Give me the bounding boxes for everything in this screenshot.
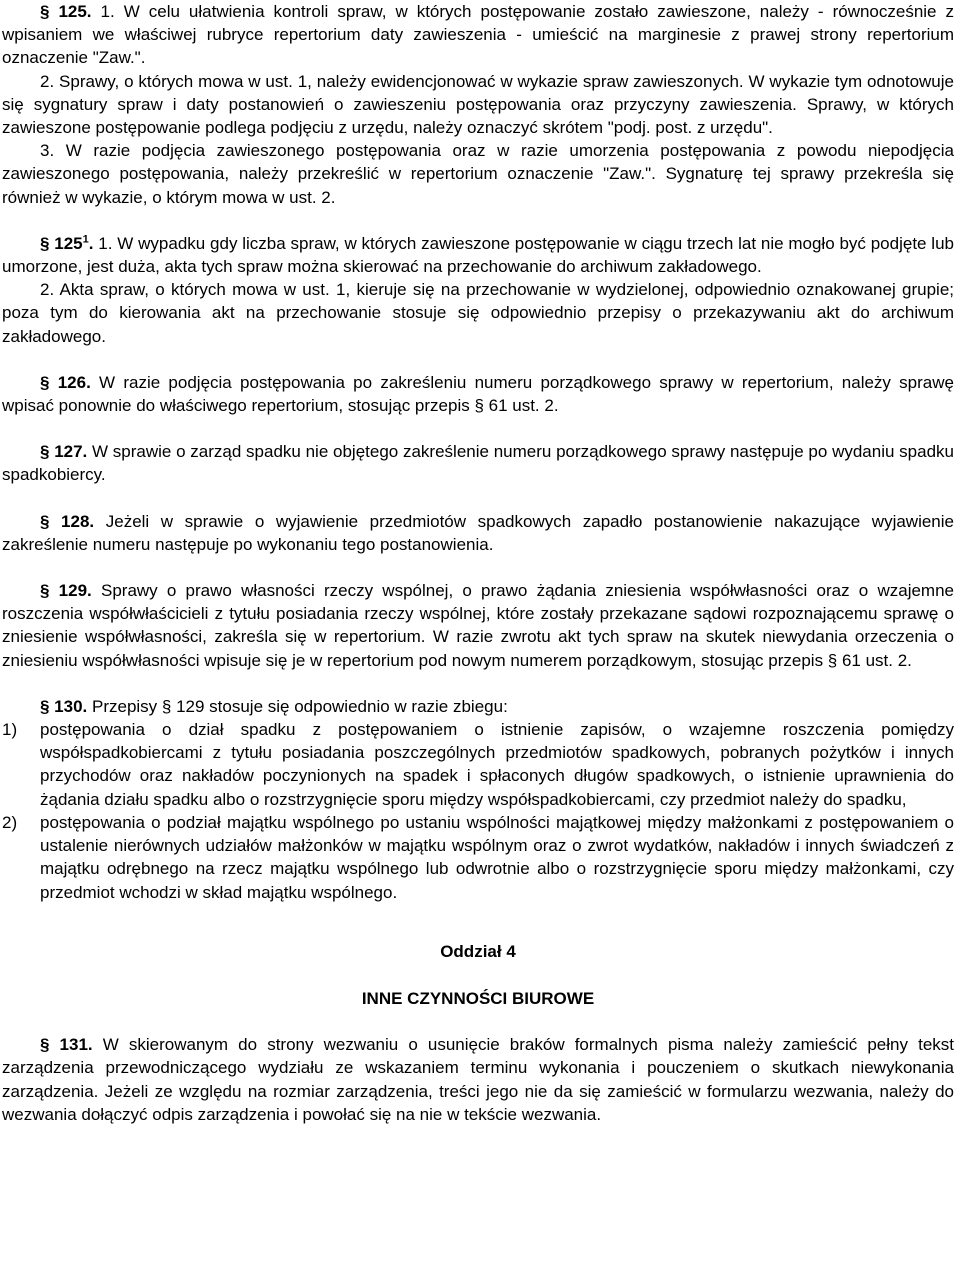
section-text: Sprawy o prawo własności rzeczy wspólnej, o prawo żądania zniesienia współwłasności oraz o wzajemne roszczenia współwłaścicieli z tytułu posiadania rzeczy wspólnej, które zostały przekazane sądowi rozpoznającemu sprawę o zniesienie współwłasności, zakreśla się w repertorium. W razie zwrotu akt tych spraw na skutek niewydania orzeczenia o zniesieniu współwłasności wpisuje się je w repertorium pod nowym numerem porządkowym, stosując przepis § 61 ust. 2. bbox=[2, 581, 954, 670]
section-number: § 129. bbox=[40, 581, 92, 601]
paragraph: 3. W razie podjęcia zawieszonego postępowania oraz w razie umorzenia postępowania z powodu niepodjęcia zawieszonego postępowania, należy przekreślić w repertorium oznaczenie "Zaw.". Sygnaturę tej sprawy przekreśla się również w wykazie, o którym mowa w ust. 2. bbox=[2, 141, 954, 207]
section-125 bbox=[2, 0, 954, 209]
paragraph bbox=[2, 579, 954, 672]
section-text: W skierowanym do strony wezwaniu o usunięcie braków formalnych pisma należy zamieścić pełny tekst zarządzenia przewodniczącego wydziału ze wskazaniem terminu wykonania i pouczeniem o skutkach niewykonania zarządzenia. Jeżeli ze względu na rozmiar zarządzenia, treści jego nie da się zamieścić w formularzu wezwania, należy do wezwania dołączyć odpis zarządzenia i powołać się na nie w tekście wezwania. bbox=[2, 1035, 954, 1124]
paragraph bbox=[2, 695, 954, 718]
section-number: § 127. bbox=[40, 442, 88, 462]
section-128 bbox=[2, 510, 954, 556]
section-130 bbox=[2, 695, 954, 904]
section-number: § 128. bbox=[40, 511, 95, 531]
section-number-suffix: . bbox=[88, 233, 94, 253]
section-number: § 130. bbox=[40, 696, 88, 716]
enumerated-list bbox=[2, 718, 954, 904]
section-number: § 125. bbox=[40, 2, 92, 21]
section-126 bbox=[2, 371, 954, 417]
section-125-1 bbox=[2, 232, 954, 348]
list-marker: 1) bbox=[2, 720, 18, 740]
section-129 bbox=[2, 579, 954, 672]
list-item-text: postępowania o podział majątku wspólnego po ustaniu wspólności majątkowej między małżonkami z postępowaniem o ustalenie nierównych udziałów małżonków w majątku wspólnym oraz o zwrot wydatków, nakładów i innych świadczeń z majątku odrębnego na rzecz majątku wspólnego lub odwrotnie albo o rozstrzygnięcie sporu między małżonkami, czy przedmiot wchodzi w skład majątku wspólnego. bbox=[40, 812, 954, 902]
paragraph bbox=[2, 232, 954, 278]
division-subtitle: INNE CZYNNOŚCI BIUROWE bbox=[361, 988, 595, 1008]
section-text: 1. W wypadku gdy liczba spraw, w których zawieszone postępowanie w ciągu trzech lat nie mogło być podjęte lub umorzone, jest duża, akta tych spraw można skierować na przechowanie do archiwum zakładowego. bbox=[2, 233, 954, 277]
section-text: Jeżeli w sprawie o wyjawienie przedmiotów spadkowych zapadło postanowienie nakazujące wyjawienie zakreślenie numeru następuje po wykonaniu tego postanowienia. bbox=[2, 511, 954, 554]
section-text: W razie podjęcia postępowania po zakreśleniu numeru porządkowego sprawy w repertorium, należy sprawę wpisać ponownie do właściwego repertorium, stosując przepis § 61 ust. 2. bbox=[2, 372, 954, 416]
section-127 bbox=[2, 440, 954, 486]
section-text: 1. W celu ułatwienia kontroli spraw, w których postępowanie zostało zawieszone, należy - równocześnie z wpisaniem we właściwej rubryce repertorium daty zawieszenia - umieścić na marginesie z prawej strony repertorium oznaczenie "Zaw.". bbox=[2, 2, 955, 68]
paragraph bbox=[2, 371, 954, 417]
section-text: Przepisy § 129 stosuje się odpowiednio w razie zbiegu: bbox=[92, 696, 508, 716]
section-number: § 131. bbox=[40, 1035, 93, 1055]
list-item bbox=[2, 811, 954, 904]
list-item-text: postępowania o dział spadku z postępowaniem o istnienie zapisów, o wzajemne roszczenia pomiędzy współspadkobiercami z tytułu posiadania poszczególnych przedmiotów spadkowych, pobranych pożytków i innych przychodów oraz nakładów poczynionych na spadek i spłaconych długów spadkowych, o istnienie uprawnienia do żądania działu spadku albo o rozstrzygnięcie sporu między współspadkobiercami, czy przedmiot należy do spadku, bbox=[40, 720, 954, 809]
section-131 bbox=[2, 1033, 954, 1126]
division-title: Oddział 4 bbox=[440, 941, 516, 961]
paragraph: 2. Sprawy, o których mowa w ust. 1, należy ewidencjonować w wykazie spraw zawieszonych. W wykazie tym odnotowuje się sygnatury spraw i daty postanowień o zawieszeniu postępowania oraz przyczyny zawieszenia. Sprawy, w których zawieszone postępowanie podlega podjęciu z urzędu, należy oznaczyć skrótem "podj. post. z urzędu". bbox=[2, 71, 954, 138]
paragraph bbox=[2, 1033, 954, 1126]
section-text: W sprawie o zarząd spadku nie objętego zakreślenie numeru porządkowego sprawy następuje po wydaniu spadku spadkobiercy. bbox=[2, 442, 954, 485]
section-number bbox=[40, 234, 93, 253]
list-item bbox=[2, 718, 954, 811]
paragraph bbox=[2, 0, 954, 70]
section-number-base: § 125 bbox=[40, 233, 83, 253]
paragraph: 2. Akta spraw, o których mowa w ust. 1, kieruje się na przechowanie w wydzielonej, odpowiednio oznakowanej grupie; poza tym do kierowania akt na przechowanie stosuje się odpowiednio przepisy o przekazywaniu akt do archiwum zakładowego. bbox=[2, 280, 954, 346]
paragraph bbox=[2, 510, 954, 556]
section-number-superscript: 1 bbox=[82, 233, 89, 246]
section-number: § 126. bbox=[40, 372, 91, 392]
paragraph bbox=[2, 440, 954, 486]
list-marker: 2) bbox=[2, 812, 18, 832]
